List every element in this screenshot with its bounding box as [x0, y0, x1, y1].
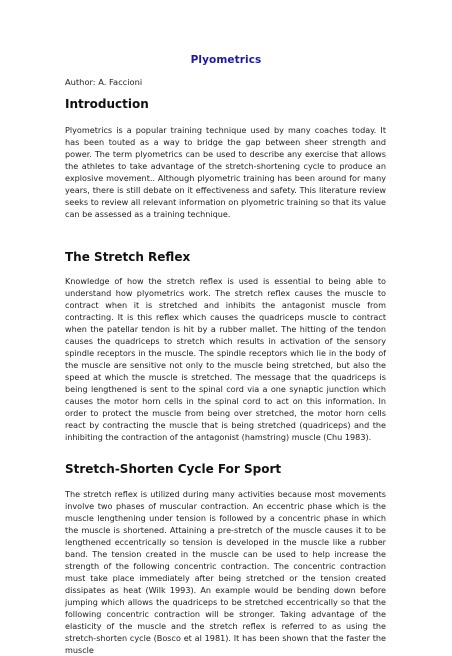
author-line: Author: A. Faccioni	[65, 77, 143, 87]
section-heading-stretch-reflex: The Stretch Reflex	[65, 250, 191, 264]
document-title: Plyometrics	[190, 54, 262, 66]
section-body-introduction: Plyometrics is a popular training technique used by many coaches today. It has been touted as a way to bridge the gap between sheer strength and power. The term plyometrics can be used to describe any exercise that allows the athletes to take advantage of the stretch-shortening cycle to produce an explosive movement.. Although plyometric training has been around for many years, there is still debate on it effectiveness and safety. This literature review seeks to review all relevant information on plyometric training so that its value can be assessed as a training technique.	[65, 125, 386, 219]
section-body-stretch-reflex: Knowledge of how the stretch reflex is used is essential to being able to understand how plyometrics work. The stretch reflex causes the muscle to contract when it is stretched and inhibits the antagonist muscle from contracting. It is this reflex which causes the quadriceps muscle to contract when the patellar tendon is hit by a rubber mallet. The hitting of the tendon causes the quadriceps to stretch which results in activation of the sensory spindle receptors in the muscle. The spindle receptors which lie in the body of the muscle are sensitive not only to the muscle being stretched, but also the speed at which the muscle is stretched. The message that the quadriceps is being lengthened is sent to the spinal cord via a one synaptic junction which causes the motor horn cells in the spinal cord to act on this information. In order to protect the muscle from being over stretched, the motor horn cells react by contracting the muscle that is being stretched (quadriceps) and the inhibiting the contraction of the antagonist (hamstring) muscle (Chu 1983).	[65, 276, 386, 442]
section-heading-stretch-shorten-cycle: Stretch-Shorten Cycle For Sport	[65, 462, 282, 476]
section-heading-introduction: Introduction	[65, 97, 149, 111]
section-body-stretch-shorten-cycle: The stretch reflex is utilized during many activities because most movements involve two phases of muscular contraction. An eccentric phase which is the muscle lengthening under tension is followed by a concentric phase in which the muscle is shortened. Attaining a pre-stretch of the muscle causes it to be lengthened eccentrically so tension is developed in the muscle like a rubber band. The tension created in the muscle can be used to help increase the strength of the following concentric contraction. The concentric contraction must take place immediately after being stretched or the tension created dissipates as heat (Wilk 1993). An example would be bending down before jumping which allows the quadriceps to be stretched eccentrically so that the following concentric contraction will be stronger. Taking advantage of the elasticity of the muscle and the stretch reflex is referred to as using the stretch-shorten cycle (Bosco et al 1981). It has been shown that the faster the muscle	[65, 489, 386, 655]
